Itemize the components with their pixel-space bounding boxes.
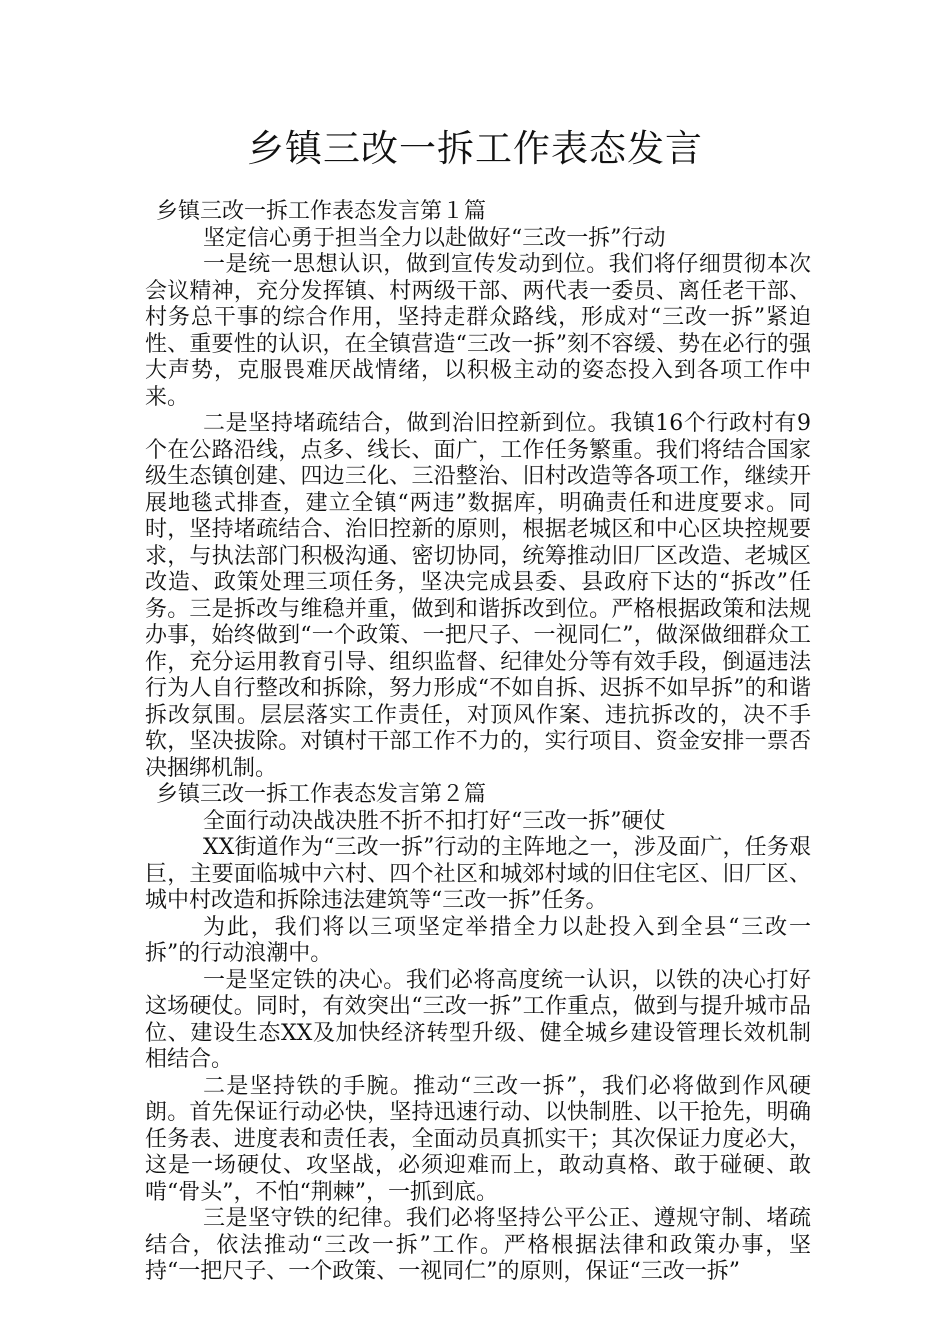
document-title: 乡镇三改一拆工作表态发言 bbox=[247, 127, 703, 170]
paragraph: 一是统一思想认识，做到宣传发动到位。我们将仔细贯彻本次会议精神，充分发挥镇、村两级干部、两代表一委员、离任老干部、村务总干事的综合作用，坚持走群众路线，形成对“三改一拆”紧迫性、重要性的认识，在全镇营造“三改一拆”刻不容缓、势在必行的强大声势，克服畏难厌战情绪，以积极主动的姿态投入到各项工作中来。 bbox=[145, 252, 811, 410]
paragraph: 二是坚持堵疏结合，做到治旧控新到位。我镇16个行政村有9个在公路沿线，点多、线长、面广，工作任务繁重。我们将结合国家级生态镇创建、四边三化、三沿整治、旧村改造等各项工作，继续开展地毯式排查，建立全镇“两违”数据库，明确责任和进度要求。同时，坚持堵疏结合、治旧控新的原则，根据老城区和中心区块控规要求，与执法部门积极沟通、密切协同，统筹推动旧厂区改造、老城区改造、政策处理三项任务，坚决完成县委、县政府下达的“拆改”任务。三是拆改与维稳并重，做到和谐拆改到位。严格根据政策和法规办事，始终做到“一个政策、一把尺子、一视同仁”，做深做细群众工作，充分运用教育引导、组织监督、纪律处分等有效手段，倒逼违法行为人自行整改和拆除，努力形成“不如自拆、迟拆不如早拆”的和谐拆改氛围。层层落实工作责任，对顶风作案、违抗拆改的，决不手软，坚决拔除。对镇村干部工作不力的，实行项目、资金安排一票否决捆绑机制。 bbox=[145, 411, 811, 781]
section-heading: 乡镇三改一拆工作表态发言第１篇 bbox=[156, 199, 487, 224]
paragraph: 三是坚守铁的纪律。我们必将坚持公平公正、遵规守制、堵疏结合，依法推动“三改一拆”工作。严格根据法律和政策办事，坚持“一把尺子、一个政策、一视同仁”的原则，保证“三改一拆” bbox=[145, 1206, 811, 1284]
paragraph: 一是坚定铁的决心。我们必将高度统一认识，以铁的决心打好这场硬仗。同时，有效突出“三改一拆”工作重点，做到与提升城市品位、建设生态XX及加快经济转型升级、健全城乡建设管理长效机制相结合。 bbox=[145, 967, 811, 1072]
paragraph: 二是坚持铁的手腕。推动“三改一拆”，我们必将做到作风硬朗。首先保证行动必快，坚持迅速行动、以快制胜、以干抢先，明确任务表、进度表和责任表，全面动员真抓实干；其次保证力度必大，这是一场硬仗、攻坚战，必须迎难而上，敢动真格、敢于碰硬、敢啃“骨头”，不怕“荆棘”，一抓到底。 bbox=[145, 1073, 811, 1205]
paragraph: XX街道作为“三改一拆”行动的主阵地之一，涉及面广，任务艰巨，主要面临城中六村、四个社区和城郊村域的旧住宅区、旧厂区、城中村改造和拆除违法建筑等“三改一拆”任务。 bbox=[145, 835, 811, 913]
document-body bbox=[145, 199, 811, 1286]
section-subheading: 坚定信心勇于担当全力以赴做好“三改一拆”行动 bbox=[203, 225, 666, 251]
section-heading: 乡镇三改一拆工作表态发言第２篇 bbox=[156, 782, 487, 807]
paragraph: 为此，我们将以三项坚定举措全力以赴投入到全县“三改一拆”的行动浪潮中。 bbox=[145, 914, 811, 966]
section-subheading: 全面行动决战决胜不折不扣打好“三改一拆”硬仗 bbox=[203, 808, 666, 834]
